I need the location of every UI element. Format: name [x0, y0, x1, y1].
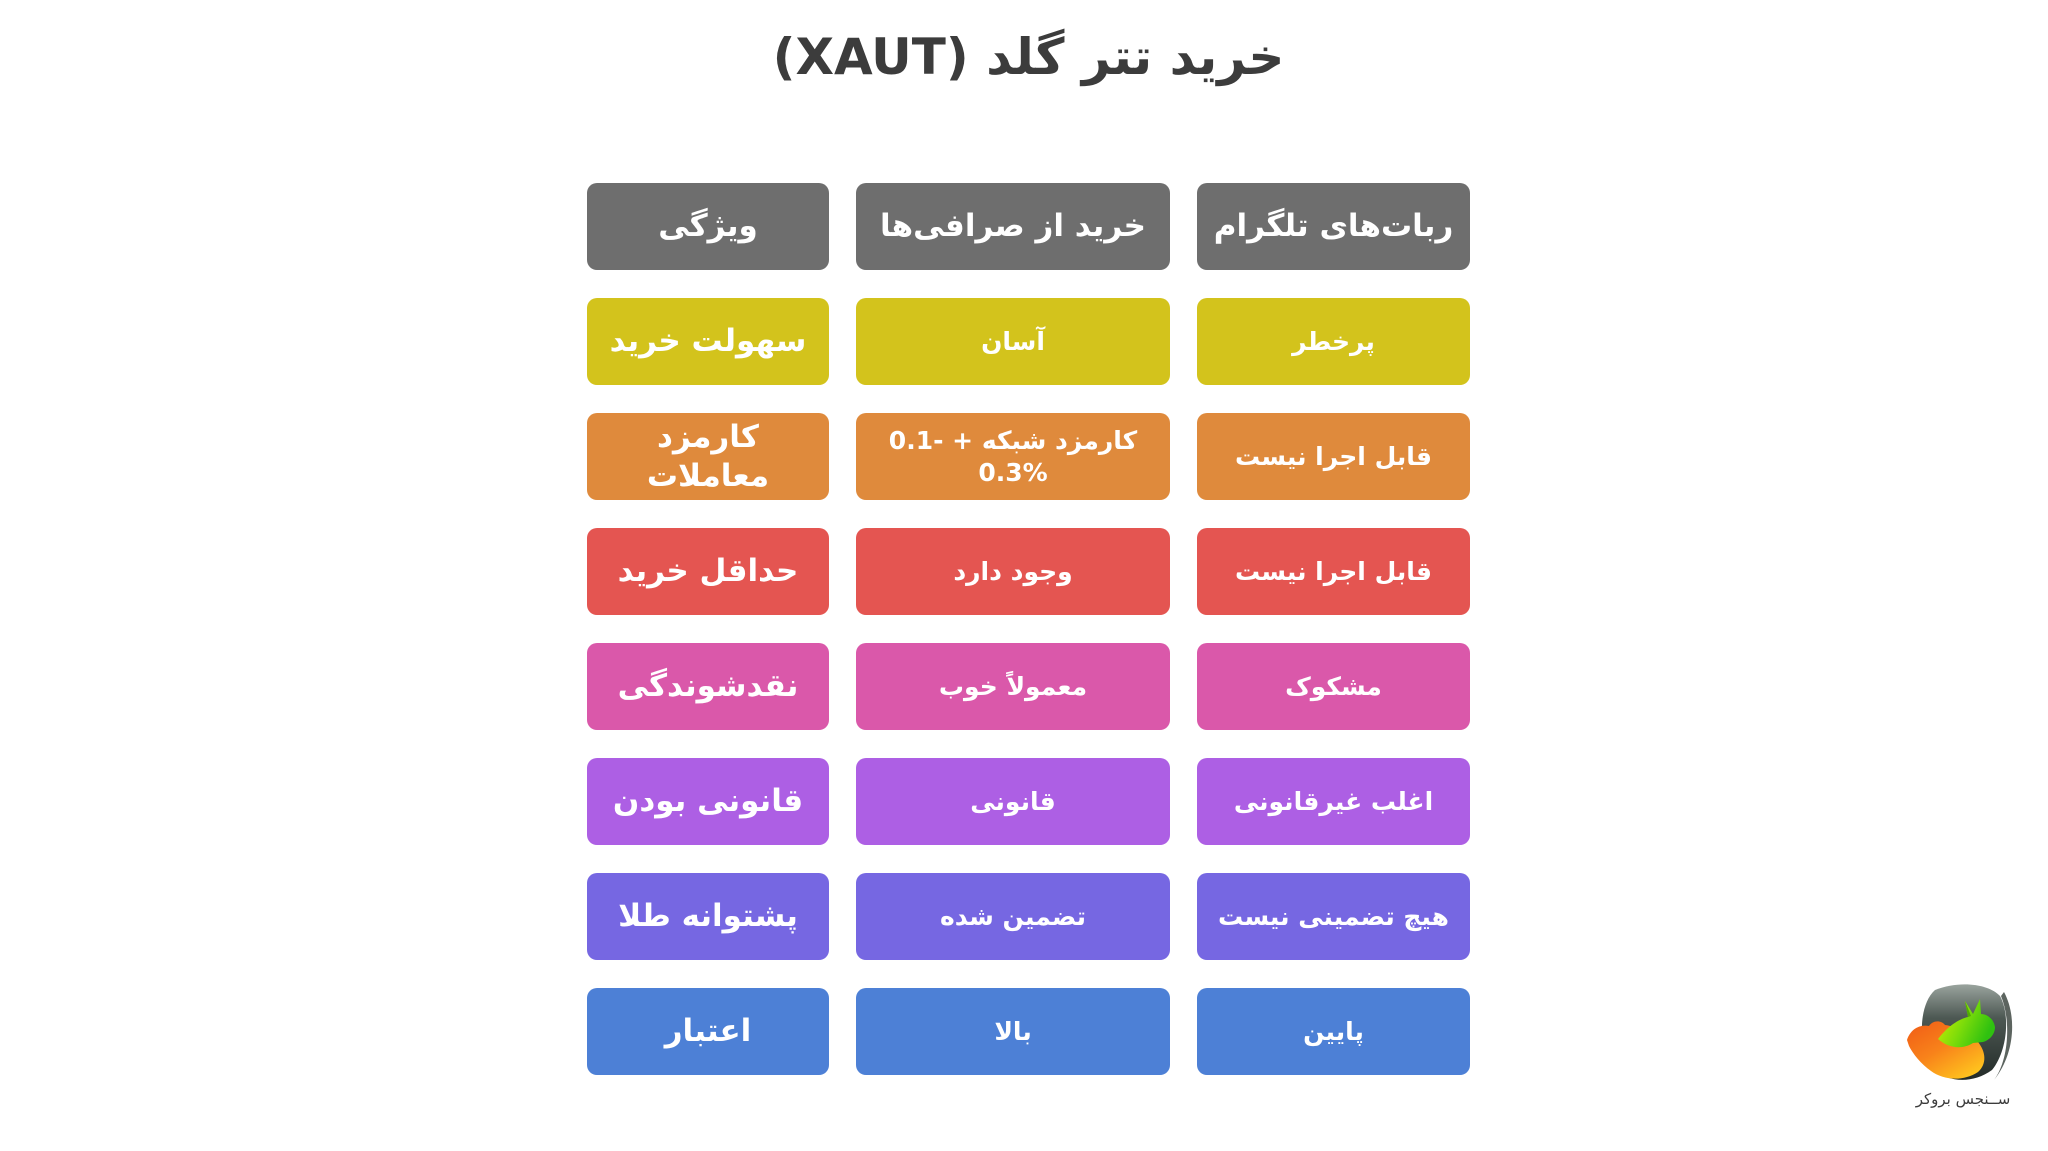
- exchange-cell-row5: قانونی: [856, 758, 1170, 845]
- page-title: خرید تتر گلد (XAUT): [772, 28, 1285, 86]
- brand-logo: [1893, 978, 2033, 1108]
- exchange-cell-row7: بالا: [856, 988, 1170, 1075]
- feature-cell-row5: قانونی بودن: [587, 758, 829, 845]
- bull-bear-logo-icon: [1905, 978, 2021, 1090]
- telegram-cell-row2: قابل اجرا نیست: [1197, 413, 1470, 500]
- comparison-table: [587, 183, 1470, 1075]
- telegram-cell-row4: مشکوک: [1197, 643, 1470, 730]
- exchange-cell-row4: معمولاً خوب: [856, 643, 1170, 730]
- telegram-cell-row3: قابل اجرا نیست: [1197, 528, 1470, 615]
- telegram-cell-row5: اغلب غیرقانونی: [1197, 758, 1470, 845]
- brand-name: ســنجس بروکر: [1915, 1090, 2011, 1108]
- header-cell-telegram: ربات‌های تلگرام: [1197, 183, 1470, 270]
- telegram-cell-row7: پایین: [1197, 988, 1470, 1075]
- feature-cell-row6: پشتوانه طلا: [587, 873, 829, 960]
- exchange-cell-row6: تضمین شده: [856, 873, 1170, 960]
- exchange-cell-row1: آسان: [856, 298, 1170, 385]
- telegram-cell-row6: هیچ تضمینی نیست: [1197, 873, 1470, 960]
- feature-cell-row7: اعتبار: [587, 988, 829, 1075]
- feature-cell-row2: کارمزد معاملات: [587, 413, 829, 500]
- header-cell-exchange: خرید از صرافی‌ها: [856, 183, 1170, 270]
- header-cell-feature: ویژگی: [587, 183, 829, 270]
- feature-cell-row3: حداقل خرید: [587, 528, 829, 615]
- telegram-cell-row1: پرخطر: [1197, 298, 1470, 385]
- exchange-cell-row2: کارمزد شبکه + ‎0.1-0.3%: [856, 413, 1170, 500]
- feature-cell-row1: سهولت خرید: [587, 298, 829, 385]
- exchange-cell-row3: وجود دارد: [856, 528, 1170, 615]
- feature-cell-row4: نقدشوندگی: [587, 643, 829, 730]
